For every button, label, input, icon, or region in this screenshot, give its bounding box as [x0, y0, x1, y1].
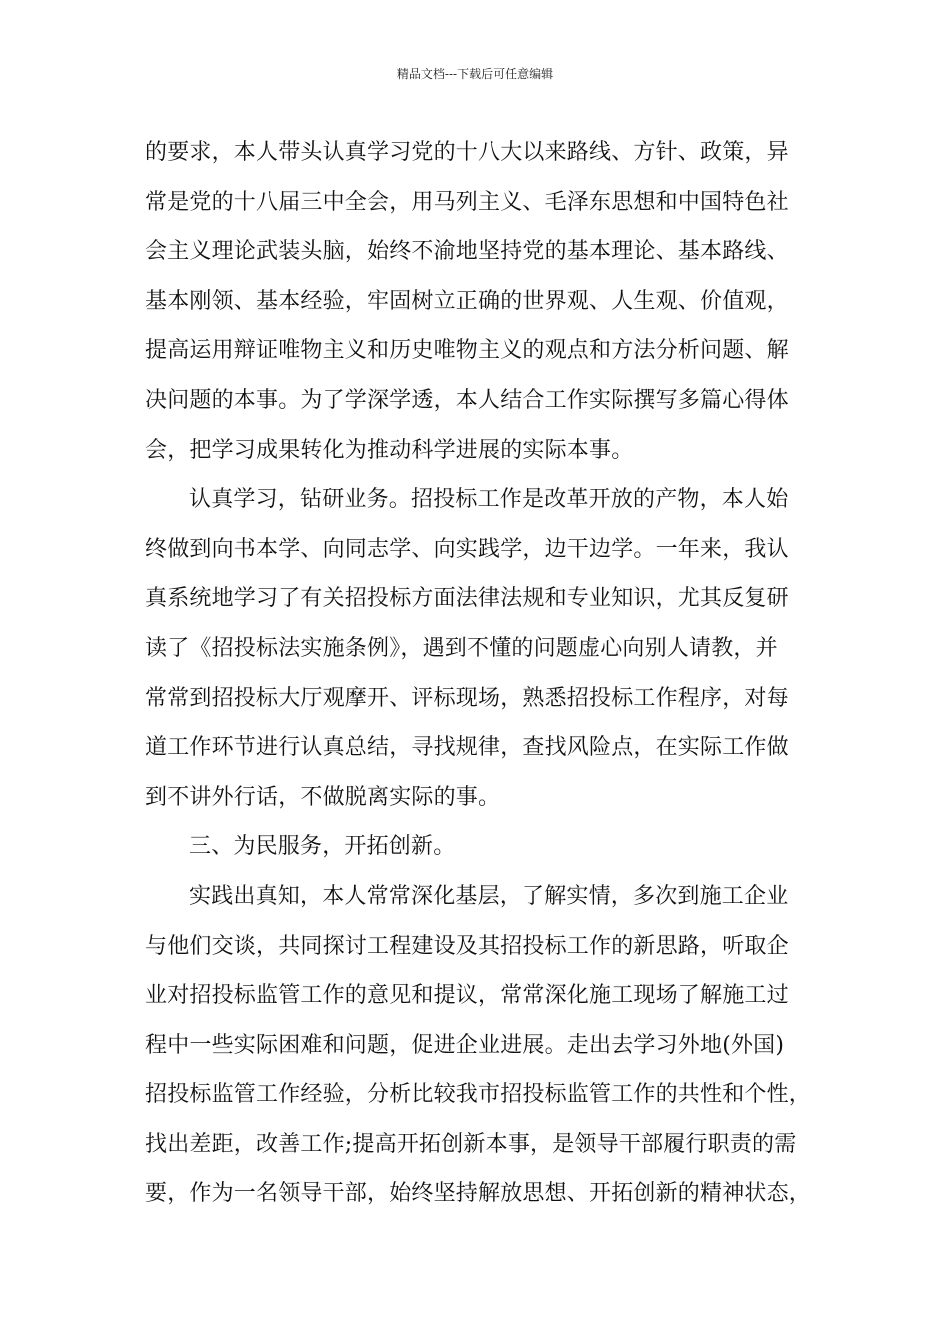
text-line: 到不讲外行话，不做脱离实际的事。: [145, 784, 501, 810]
text-line: 认真学习，钻研业务。招投标工作是改革开放的产物，本人始: [189, 487, 789, 513]
text-line: 招投标监管工作经验，分析比较我市招投标监管工作的共性和个性，: [145, 1082, 812, 1108]
text-line: 三、为民服务，开拓创新。: [189, 834, 456, 860]
text-line: 读了《招投标法实施条例》，遇到不懂的问题虚心向别人请教，并: [145, 635, 778, 661]
text-line: 常是党的十八届三中全会，用马列主义、毛泽东思想和中国特色社: [145, 189, 789, 215]
text-line: 与他们交谈，共同探讨工程建设及其招投标工作的新思路，听取企: [145, 933, 789, 959]
text-line: 程中一些实际困难和问题，促进企业进展。走出去学习外地(外国): [145, 1032, 785, 1058]
text-line: 实践出真知，本人常常深化基层，了解实情，多次到施工企业: [189, 883, 789, 909]
text-line: 的要求，本人带头认真学习党的十八大以来路线、方针、政策，异: [145, 140, 789, 165]
text-line: 常常到招投标大厅观摩开、评标现场，熟悉招投标工作程序，对每: [145, 685, 789, 711]
text-line: 提高运用辩证唯物主义和历史唯物主义的观点和方法分析问题、解: [145, 338, 789, 364]
text-line: 终做到向书本学、向同志学、向实践学，边干边学。一年来，我认: [145, 536, 789, 562]
text-line: 业对招投标监管工作的意见和提议，常常深化施工现场了解施工过: [145, 983, 789, 1009]
text-line: 决问题的本事。为了学深学透，本人结合工作实际撰写多篇心得体: [145, 387, 789, 413]
text-line: 基本刚领、基本经验，牢固树立正确的世界观、人生观、价值观，: [145, 288, 789, 314]
text-line: 道工作环节进行认真总结，寻找规律，查找风险点，在实际工作做: [145, 735, 789, 761]
text-line: 会，把学习成果转化为推动科学进展的实际本事。: [145, 437, 634, 463]
text-line: 会主义理论武装头脑，始终不渝地坚持党的基本理论、基本路线、: [145, 239, 789, 265]
text-line: 找出差距，改善工作;提高开拓创新本事，是领导干部履行职责的需: [145, 1131, 797, 1157]
text-line: 要，作为一名领导干部，始终坚持解放思想、开拓创新的精神状态，: [145, 1181, 812, 1207]
text-line: 真系统地学习了有关招投标方面法律法规和专业知识，尤其反复研: [145, 586, 789, 612]
document-body: [145, 128, 825, 1219]
page-header: 精品文档---下载后可任意编辑: [396, 67, 554, 81]
